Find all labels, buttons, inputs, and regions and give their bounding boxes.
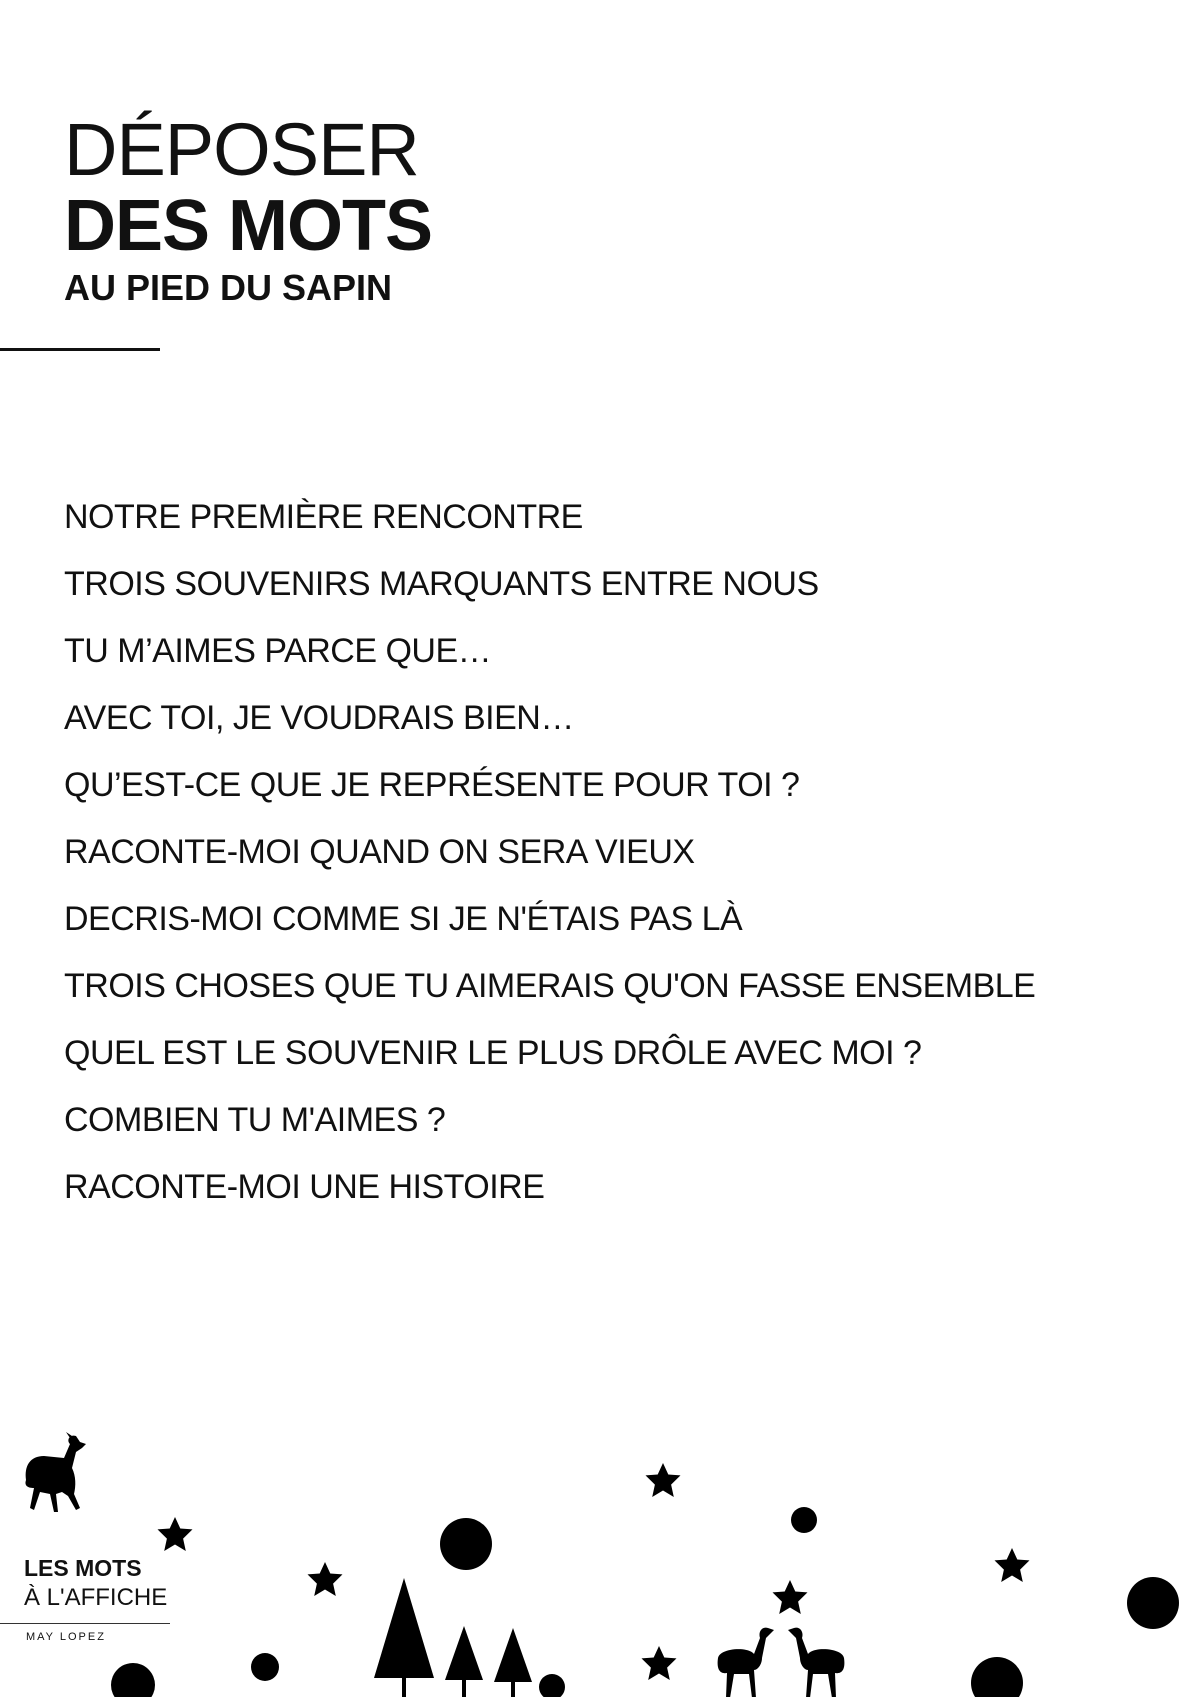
deer-icon — [718, 1628, 774, 1697]
star-icon — [158, 1517, 193, 1551]
list-item: AVEC TOI, JE VOUDRAIS BIEN… — [64, 699, 574, 737]
list-item: QUEL EST LE SOUVENIR LE PLUS DRÔLE AVEC MOI ? — [64, 1034, 922, 1072]
list-item: RACONTE-MOI QUAND ON SERA VIEUX — [64, 833, 695, 871]
fir-tree-icon — [374, 1578, 434, 1697]
star-icon — [995, 1548, 1030, 1582]
dot-icon — [791, 1507, 817, 1533]
dot-icon — [440, 1518, 492, 1570]
fir-tree-icon — [445, 1626, 483, 1697]
star-icon — [773, 1580, 808, 1614]
list-item: TROIS CHOSES QUE TU AIMERAIS QU'ON FASSE ENSEMBLE — [64, 967, 1036, 1005]
brand-divider — [0, 1623, 170, 1624]
deer-icon — [788, 1628, 844, 1697]
list-item: NOTRE PREMIÈRE RENCONTRE — [64, 498, 583, 536]
list-item: COMBIEN TU M'AIMES ? — [64, 1101, 446, 1139]
title-line-3: AU PIED DU SAPIN — [64, 267, 393, 308]
dot-icon — [251, 1653, 279, 1681]
dot-icon — [539, 1674, 565, 1697]
dot-icon — [971, 1657, 1023, 1697]
list-item: DECRIS-MOI COMME SI JE N'ÉTAIS PAS LÀ — [64, 900, 743, 938]
dot-icon — [111, 1663, 155, 1697]
list-item: QU’EST-CE QUE JE REPRÉSENTE POUR TOI ? — [64, 766, 800, 804]
star-icon — [308, 1562, 343, 1596]
deer-icon — [25, 1432, 86, 1512]
star-icon — [642, 1646, 677, 1680]
brand-line-1: LES MOTS — [24, 1555, 142, 1581]
list-item: TROIS SOUVENIRS MARQUANTS ENTRE NOUS — [64, 565, 819, 603]
star-icon — [646, 1463, 681, 1497]
brand-logo — [24, 1553, 167, 1613]
list-item: RACONTE-MOI UNE HISTOIRE — [64, 1168, 545, 1206]
dot-icon — [1127, 1577, 1179, 1629]
fir-tree-icon — [494, 1628, 532, 1697]
title-line-1: DÉPOSER — [64, 108, 419, 191]
list-item: TU M’AIMES PARCE QUE… — [64, 632, 492, 670]
brand-author: MAY LOPEZ — [26, 1631, 106, 1643]
title-line-2: DES MOTS — [64, 186, 433, 266]
brand-line-2: À L'AFFICHE — [24, 1584, 168, 1611]
